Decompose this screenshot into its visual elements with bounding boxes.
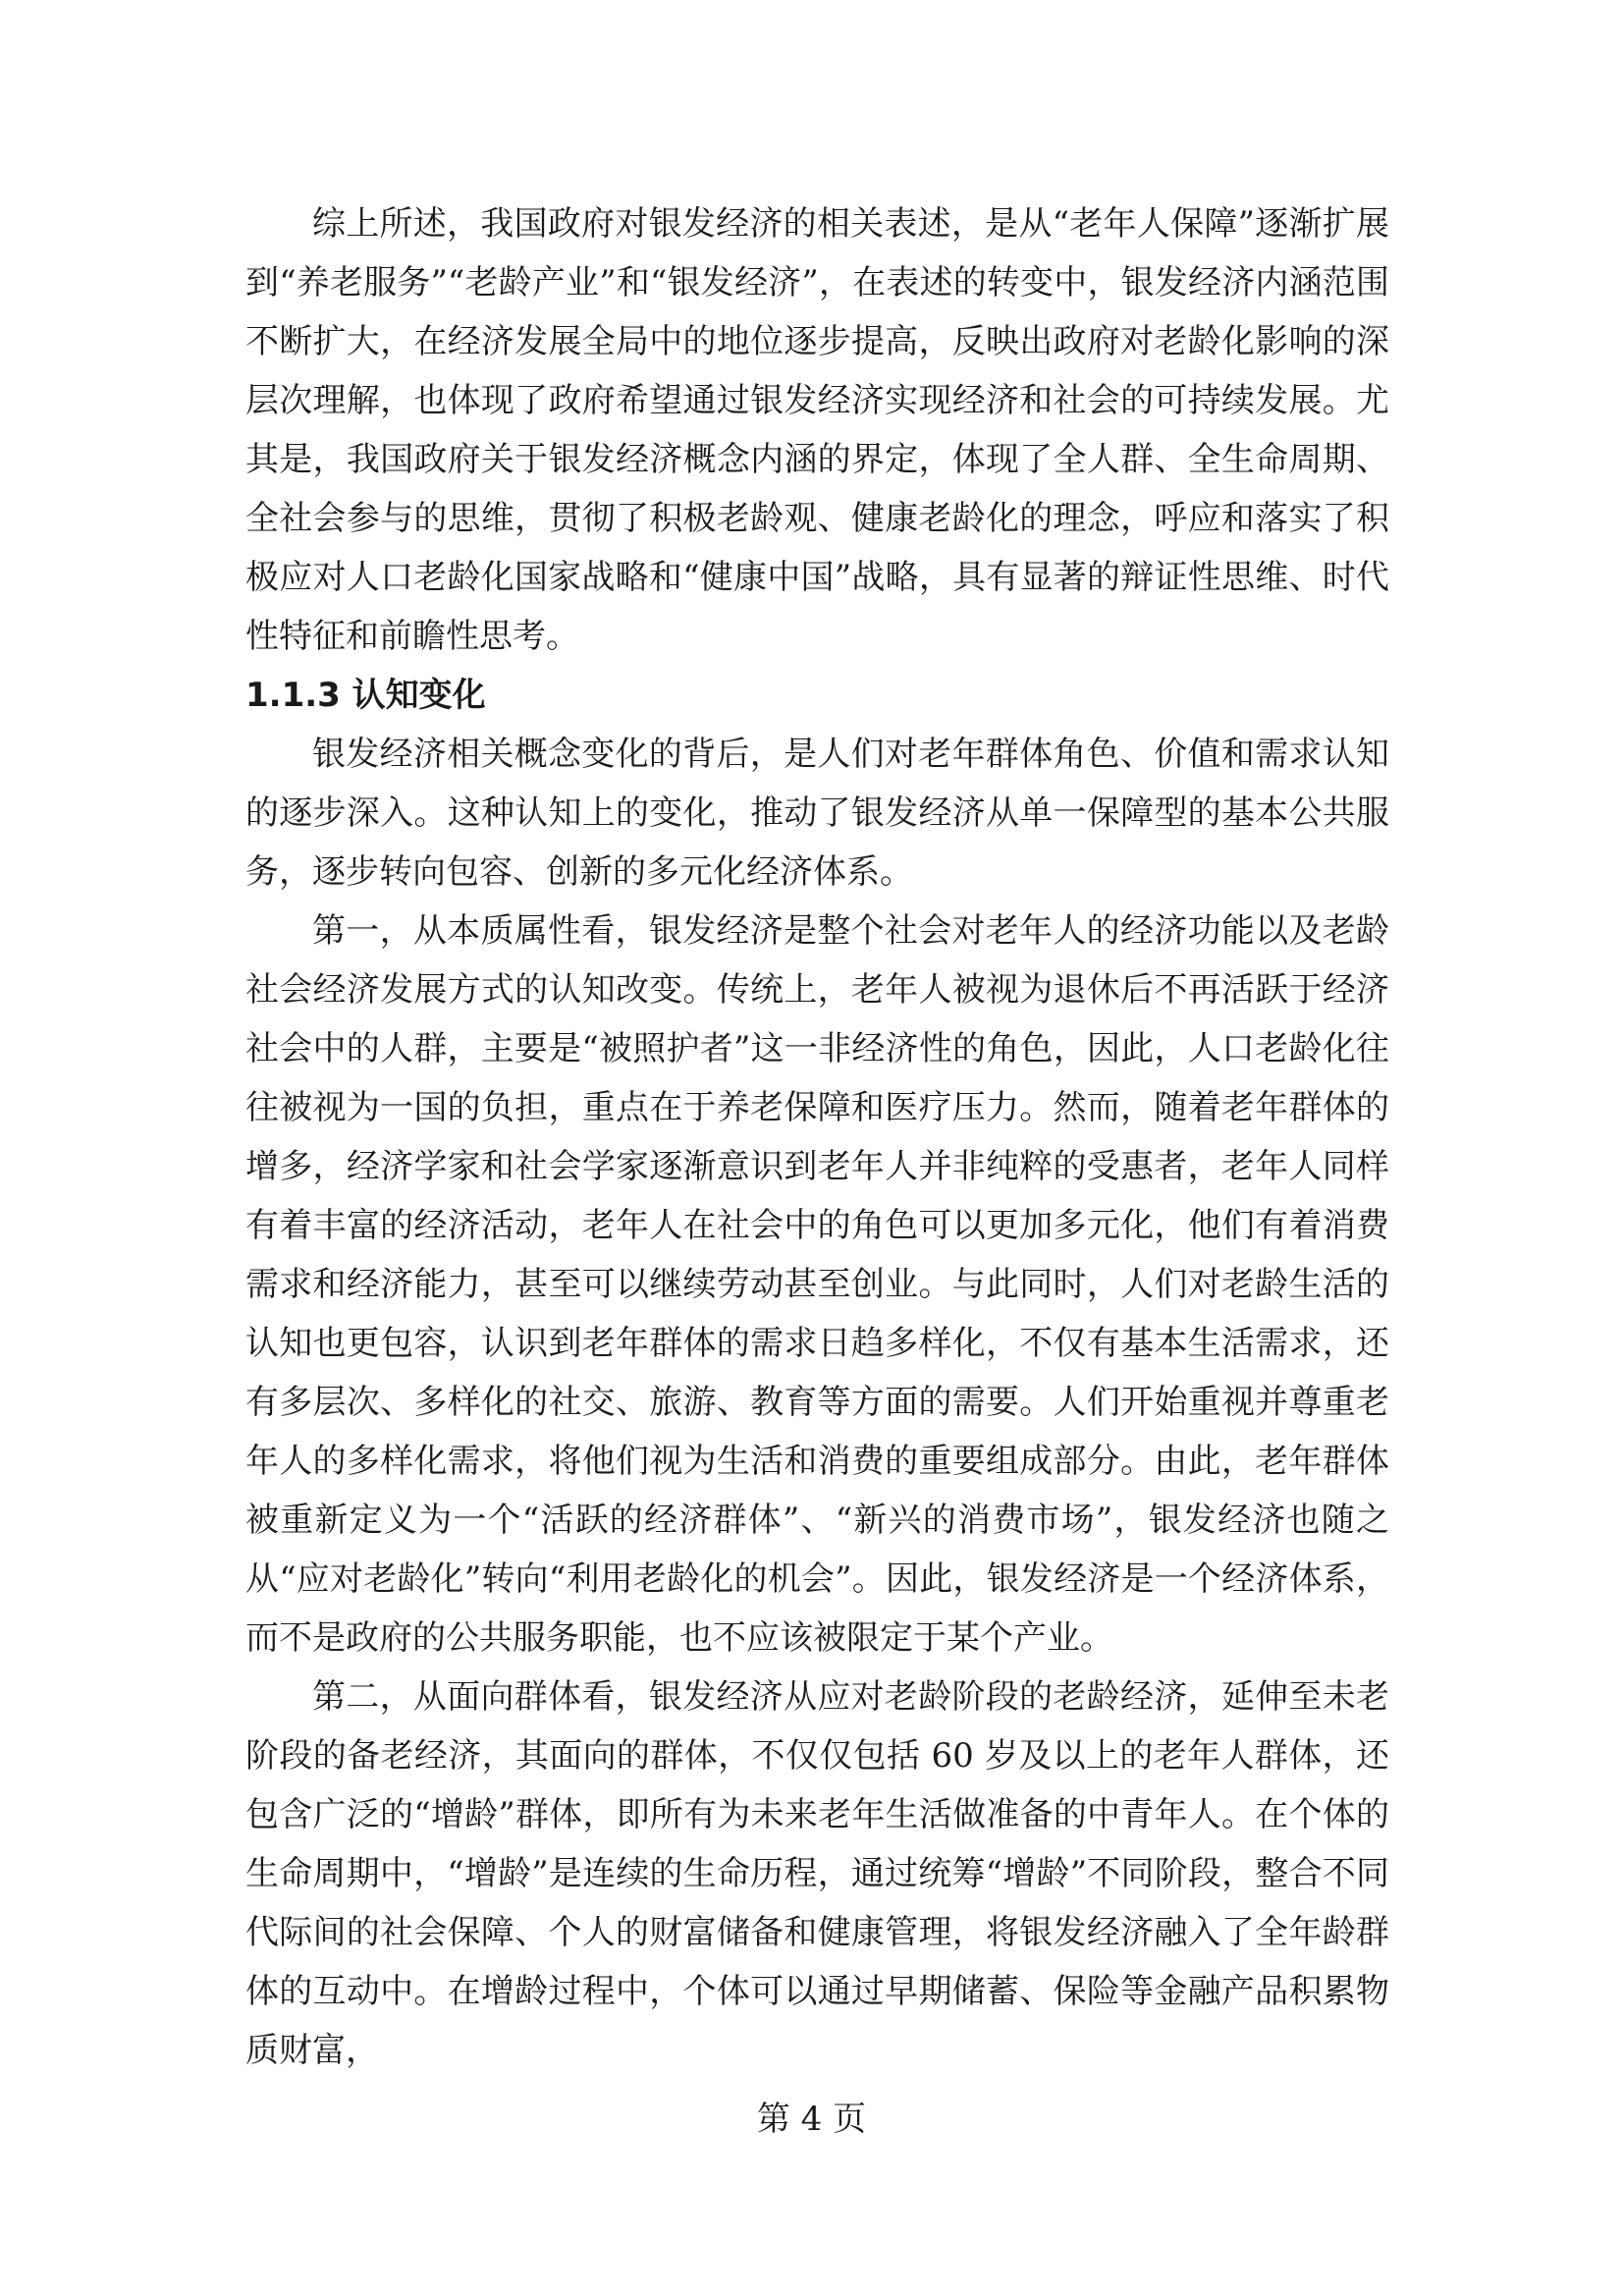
paragraph: 第二，从面向群体看，银发经济从应对老龄阶段的老龄经济，延伸至未老阶段的备老经济，其面向的群体，不仅仅包括 60 岁及以上的老年人群体，还包含广泛的“增龄”群体，即所有为未来老年生活做准备的中青年人。在个体的生命周期中，“增龄”是连续的生命历程，通过统筹“增龄”不同阶段，整合不同代际间的社会保障、个人的财富储备和健康管理，将银发经济融入了全年龄群体的互动中。在增龄过程中，个体可以通过早期储蓄、保险等金融产品积累物质财富， (245, 1677, 1389, 2070)
paragraph: 综上所述，我国政府对银发经济的相关表述，是从“老年人保障”逐渐扩展到“养老服务”“老龄产业”和“银发经济”，在表述的转变中，银发经济内涵范围不断扩大，在经济发展全局中的地位逐步提高，反映出政府对老龄化影响的深层次理解，也体现了政府希望通过银发经济实现经济和社会的可持续发展。尤其是，我国政府关于银发经济概念内涵的界定，体现了全人群、全生命周期、全社会参与的思维，贯彻了积极老龄观、健康老龄化的理念，呼应和落实了积极应对人口老龄化国家战略和“健康中国”战略，具有显著的辩证性思维、时代性特征和前瞻性思考。 (245, 204, 1389, 656)
paragraph: 第一，从本质属性看，银发经济是整个社会对老年人的经济功能以及老龄社会经济发展方式的认知改变。传统上，老年人被视为退休后不再活跃于经济社会中的人群，主要是“被照护者”这一非经济性的角色，因此，人口老龄化往往被视为一国的负担，重点在于养老保障和医疗压力。然而，随着老年群体的增多，经济学家和社会学家逐渐意识到老年人并非纯粹的受惠者，老年人同样有着丰富的经济活动，老年人在社会中的角色可以更加多元化，他们有着消费需求和经济能力，甚至可以继续劳动甚至创业。与此同时，人们对老龄生活的认知也更包容，认识到老年群体的需求日趋多样化，不仅有基本生活需求，还有多层次、多样化的社交、旅游、教育等方面的需要。人们开始重视并尊重老年人的多样化需求，将他们视为生活和消费的重要组成部分。由此，老年群体被重新定义为一个“活跃的经济群体”、“新兴的消费市场”，银发经济也随之从“应对老龄化”转向“利用老龄化的机会”。因此，银发经济是一个经济体系，而不是政府的公共服务职能，也不应该被限定于某个产业。 (245, 911, 1389, 1658)
document-body (245, 194, 1389, 2080)
page-number: 第 4 页 (756, 2100, 867, 2139)
section-heading: 1.1.3 认知变化 (245, 676, 486, 715)
paragraph: 银发经济相关概念变化的背后，是人们对老年群体角色、价值和需求认知的逐步深入。这种认知上的变化，推动了银发经济从单一保障型的基本公共服务，逐步转向包容、创新的多元化经济体系。 (245, 735, 1389, 892)
